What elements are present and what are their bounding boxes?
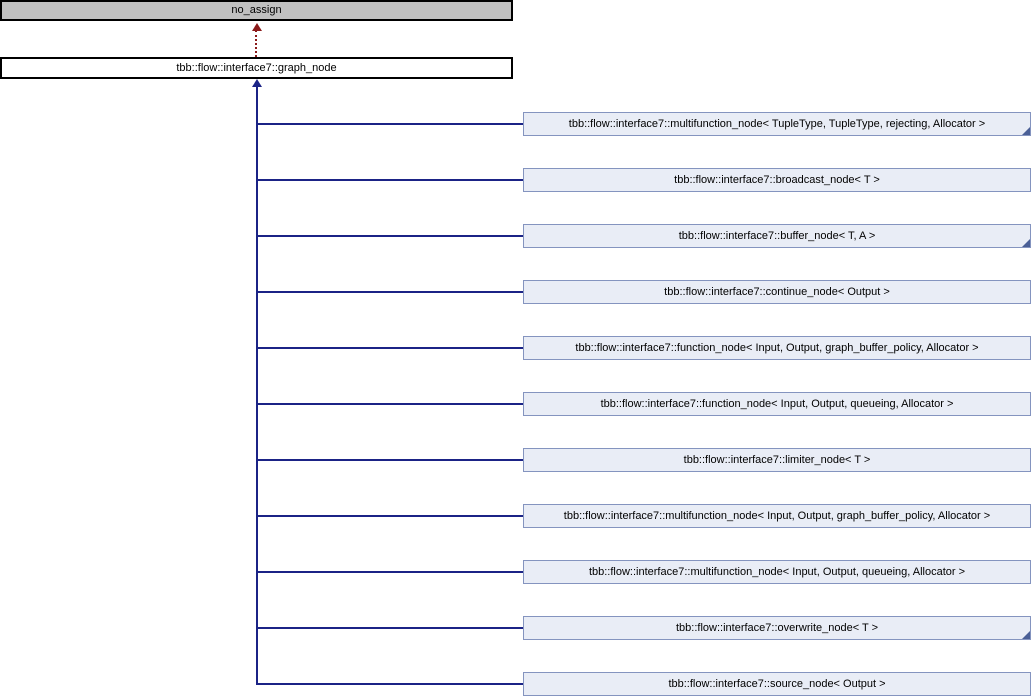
inheritance-branch-edge: [257, 291, 523, 293]
derived-class-box[interactable]: [523, 224, 1031, 248]
derived-class-label: tbb::flow::interface7::broadcast_node< T >: [674, 174, 880, 186]
inheritance-branch-edge: [257, 235, 523, 237]
inheritance-branch-edge: [257, 179, 523, 181]
derived-class-box[interactable]: [523, 392, 1031, 416]
inheritance-branch-edge: [257, 515, 523, 517]
derived-class-box[interactable]: [523, 560, 1031, 584]
inheritance-trunk-edge: [256, 84, 258, 685]
derived-class-box[interactable]: [523, 448, 1031, 472]
derived-class-box[interactable]: [523, 280, 1031, 304]
inheritance-branch-edge: [257, 123, 523, 125]
derived-class-box[interactable]: [523, 672, 1031, 696]
derived-class-box[interactable]: [523, 112, 1031, 136]
template-relation-arrowhead-icon: [252, 23, 262, 31]
derived-class-label: tbb::flow::interface7::buffer_node< T, A >: [678, 230, 876, 242]
derived-class-label: tbb::flow::interface7::multifunction_node< TupleType, TupleType, rejecting, Allocator >: [568, 118, 986, 130]
derived-class-label: tbb::flow::interface7::limiter_node< T >: [683, 454, 871, 466]
template-relation-edge: [255, 30, 257, 57]
derived-class-box[interactable]: [523, 504, 1031, 528]
derived-class-label: tbb::flow::interface7::function_node< Input, Output, queueing, Allocator >: [600, 398, 954, 410]
derived-class-label: tbb::flow::interface7::continue_node< Output >: [664, 286, 890, 298]
more-derived-corner-marker-icon: [1022, 127, 1030, 135]
derived-class-label: tbb::flow::interface7::multifunction_node< Input, Output, queueing, Allocator >: [588, 566, 966, 578]
derived-class-label: tbb::flow::interface7::multifunction_node< Input, Output, graph_buffer_policy, Allocator >: [563, 510, 991, 522]
derived-class-box[interactable]: [523, 616, 1031, 640]
inheritance-branch-edge: [257, 571, 523, 573]
more-derived-corner-marker-icon: [1022, 239, 1030, 247]
inheritance-branch-edge: [257, 403, 523, 405]
derived-class-box[interactable]: [523, 336, 1031, 360]
inheritance-branch-edge: [257, 347, 523, 349]
inheritance-branch-edge: [257, 459, 523, 461]
class-box-no-assign: no_assign: [0, 0, 513, 21]
class-box-graph-node: tbb::flow::interface7::graph_node: [0, 57, 513, 79]
inheritance-branch-edge: [257, 683, 523, 685]
derived-class-box[interactable]: [523, 168, 1031, 192]
inheritance-branch-edge: [257, 627, 523, 629]
derived-class-label: tbb::flow::interface7::function_node< Input, Output, graph_buffer_policy, Allocator >: [575, 342, 979, 354]
derived-class-label: tbb::flow::interface7::source_node< Output >: [668, 678, 886, 690]
derived-class-label: tbb::flow::interface7::overwrite_node< T >: [676, 622, 878, 634]
more-derived-corner-marker-icon: [1022, 631, 1030, 639]
